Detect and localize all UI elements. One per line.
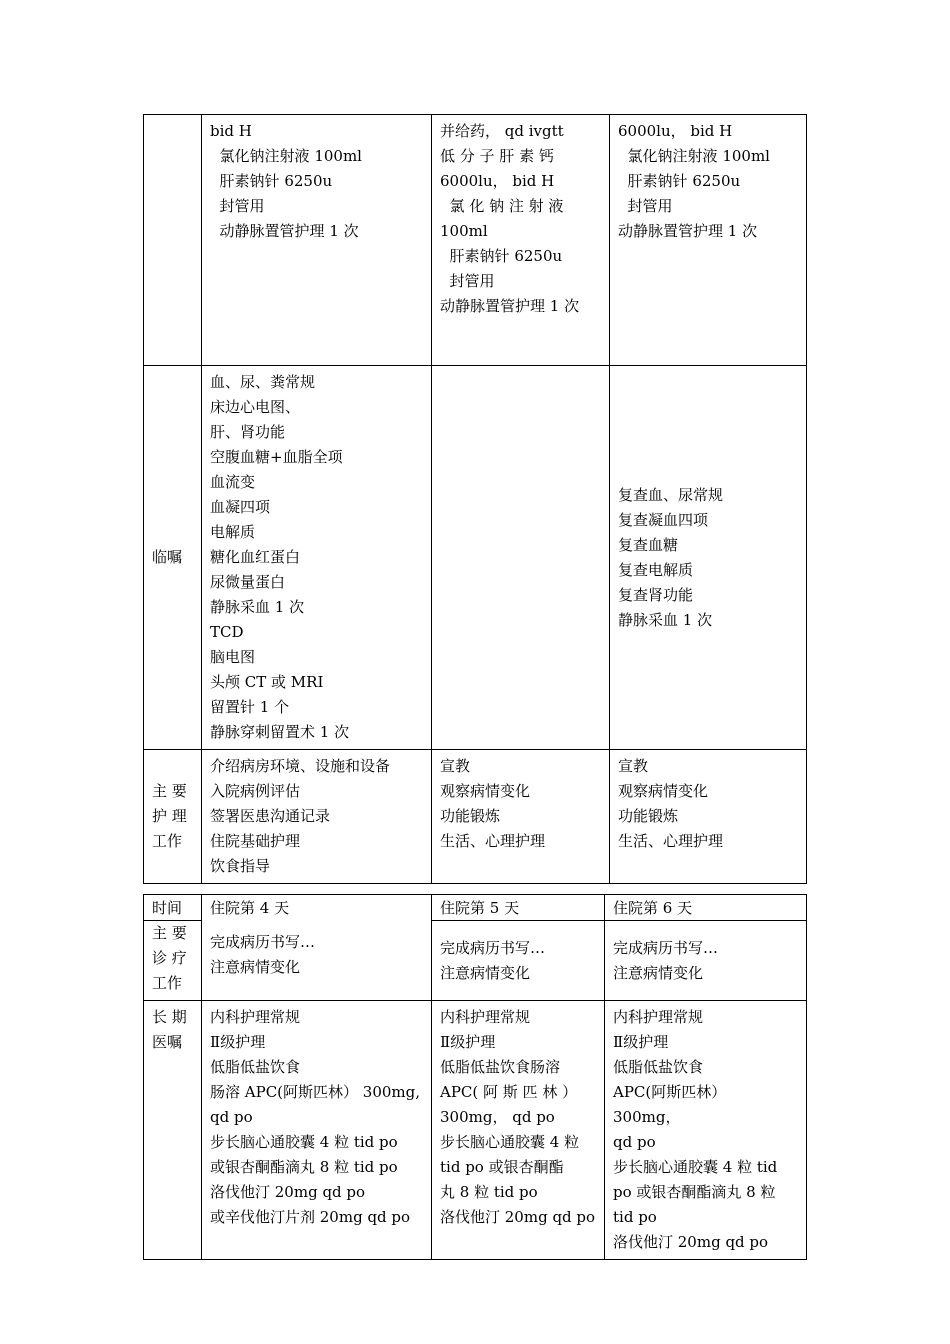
temp-col2 [432,366,610,750]
diag-col2: 完成病历书写… 注意病情变化 [432,921,605,1001]
row-label-nursing: 主 要 护 理 工作 [144,750,202,884]
day4-cell: 住院第 4 天 完成病历书写… 注意病情变化 [202,895,432,1001]
long-col2: 内科护理常规 Ⅱ级护理 低脂低盐饮食肠溶 APC( 阿 斯 匹 林 ） 300mg， qd po 步长脑心通胶囊 4 粒 tid po 或银杏酮酯 丸 8 粒 tid po 洛伐他汀 20mg qd po [432,1001,605,1260]
row-label-diagnosis: 主 要 诊 疗 工作 [144,921,202,1001]
clinical-pathway-table-2 [143,894,807,1260]
nursing-col2: 宣教 观察病情变化 功能锻炼 生活、心理护理 [432,750,610,884]
row-label-orders [144,115,202,366]
long-col1: 内科护理常规 Ⅱ级护理 低脂低盐饮食 肠溶 APC(阿斯匹林） 300mg, qd po 步长脑心通胶囊 4 粒 tid po 或银杏酮酯滴丸 8 粒 tid po 洛伐他汀 20mg qd po 或辛伐他汀片剂 20mg qd po [202,1001,432,1260]
clinical-pathway-table-1 [143,114,807,884]
table-row-temporary-orders [144,366,807,750]
orders-col1: bid H 氯化钠注射液 100ml 肝素钠针 6250u 封管用 动静脉置管护理 1 次 [202,115,432,366]
table-row-nursing [144,750,807,884]
temp-col1: 血、尿、粪常规 床边心电图、 肝、肾功能 空腹血糖+血脂全项 血流变 血凝四项 电解质 糖化血红蛋白 尿微量蛋白 静脉采血 1 次 TCD 脑电图 头颅 CT 或 MRI 留置针 1 个 静脉穿刺留置术 1 次 [202,366,432,750]
orders-col3: 6000lu， bid H 氯化钠注射液 100ml 肝素钠针 6250u 封管用 动静脉置管护理 1 次 [610,115,807,366]
nursing-col1: 介绍病房环境、设施和设备 入院病例评估 签署医患沟通记录 住院基础护理 饮食指导 [202,750,432,884]
table-row-long-term-orders [144,1001,807,1260]
day6-header: 住院第 6 天 [605,895,807,921]
row-label-temporary-orders: 临嘱 [144,366,202,750]
row-label-long-term-orders: 长 期 医嘱 [144,1001,202,1260]
day5-header: 住院第 5 天 [432,895,605,921]
temp-col3: 复查血、尿常规 复查凝血四项 复查血糖 复查电解质 复查肾功能 静脉采血 1 次 [610,366,807,750]
day4-header: 住院第 4 天 [210,899,290,917]
header-time-label: 时间 [144,895,202,921]
nursing-col3: 宣教 观察病情变化 功能锻炼 生活、心理护理 [610,750,807,884]
diag-col3: 完成病历书写… 注意病情变化 [605,921,807,1001]
table-row-orders [144,115,807,366]
orders-col2: 并给药， qd ivgtt 低 分 子 肝 素 钙 6000lu， bid H 氯 化 钠 注 射 液 100ml 肝素钠针 6250u 封管用 动静脉置管护理 1 次 [432,115,610,366]
table-header-row [144,895,807,921]
long-col3: 内科护理常规 Ⅱ级护理 低脂低盐饮食 APC(阿斯匹林） 300mg， qd po 步长脑心通胶囊 4 粒 tid po 或银杏酮酯滴丸 8 粒 tid po 洛伐他汀 20mg qd po [605,1001,807,1260]
